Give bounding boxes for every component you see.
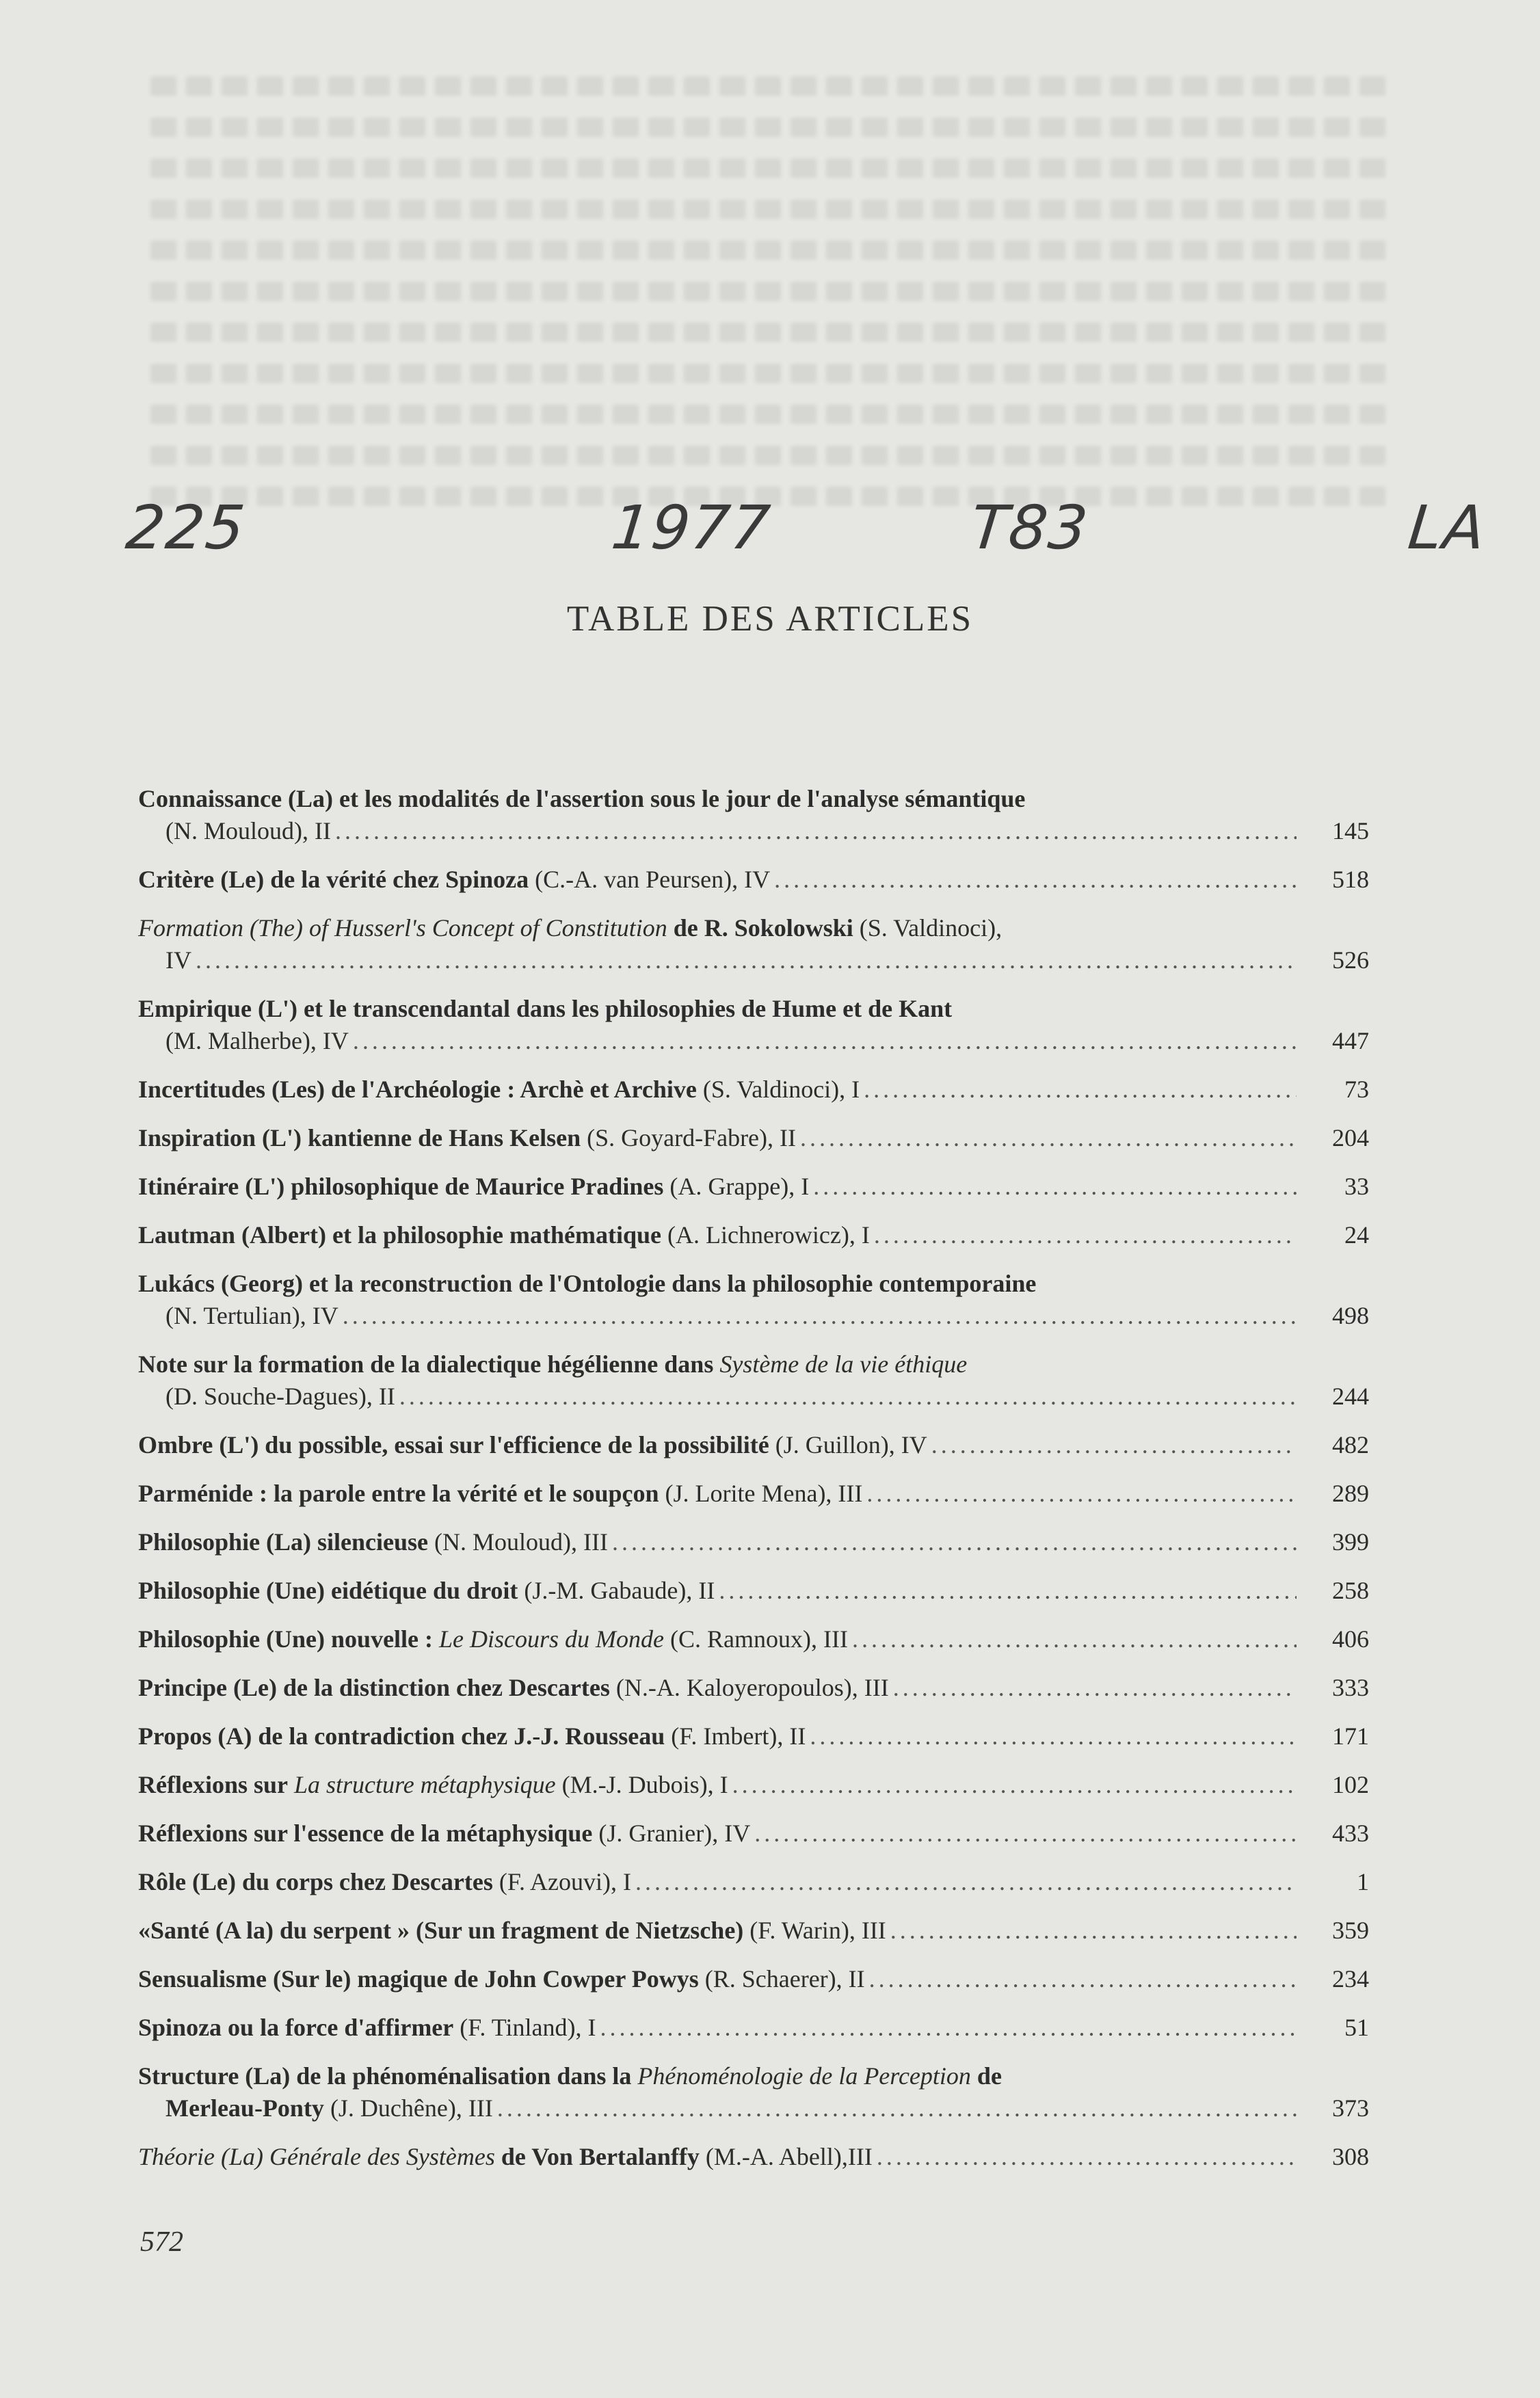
bleed-through-text	[150, 55, 1388, 670]
dot-leader	[196, 944, 1297, 976]
toc-entry	[138, 912, 1369, 976]
dot-leader	[399, 1381, 1297, 1413]
entry-author: (J. Granier), IV	[592, 1820, 751, 1847]
dot-leader	[869, 1963, 1297, 1995]
entry-author: (J.-M. Gabaude), II	[518, 1577, 715, 1604]
entry-page-number: 258	[1332, 1577, 1369, 1604]
entry-page-number: 33	[1344, 1173, 1369, 1200]
toc-entry	[138, 1623, 1369, 1655]
entry-page-number: 482	[1332, 1431, 1369, 1458]
dot-leader	[866, 1478, 1297, 1510]
entry-author: (J. Duchêne), III	[323, 2094, 493, 2122]
entry-title: Empirique (L') et le transcendantal dans les philosophies de Hume et de Kant	[138, 995, 953, 1022]
entry-page-number: 204	[1332, 1124, 1369, 1151]
table-of-articles	[138, 783, 1369, 2189]
entry-title: Propos (A) de la contradiction chez J.-J. Rousseau	[138, 1722, 665, 1750]
entry-author: (S. Valdinoci),	[853, 914, 1003, 942]
toc-entry	[138, 2012, 1369, 2044]
entry-page-number: 406	[1332, 1625, 1369, 1653]
entry-title: Lautman (Albert) et la philosophie mathématique	[138, 1221, 661, 1249]
entry-author: (A. Lichnerowicz), I	[661, 1221, 870, 1249]
dot-leader	[800, 1122, 1297, 1154]
entry-author: (F. Imbert), II	[665, 1722, 806, 1750]
toc-entry	[138, 1348, 1369, 1413]
entry-title: Spinoza ou la force d'affirmer	[138, 2014, 454, 2041]
toc-entry	[138, 1672, 1369, 1704]
entry-italic-title: Le Discours du Monde	[433, 1625, 664, 1653]
dot-leader	[335, 815, 1297, 847]
toc-entry	[138, 1915, 1369, 1947]
entry-page-number: 24	[1344, 1221, 1369, 1249]
toc-entry	[138, 1720, 1369, 1753]
dot-leader	[890, 1915, 1297, 1947]
entry-title: Connaissance (La) et les modalités de l'assertion sous le jour de l'analyse sémantique	[138, 785, 1026, 812]
entry-page-number: 447	[1332, 1027, 1369, 1054]
entry-title: Ombre (L') du possible, essai sur l'efficience de la possibilité	[138, 1431, 769, 1458]
entry-title: Philosophie (La) silencieuse	[138, 1528, 429, 1556]
entry-title-cont: Merleau-Ponty	[165, 2094, 324, 2122]
toc-entry	[138, 2060, 1369, 2124]
toc-entry	[138, 1575, 1369, 1607]
dot-leader	[931, 1429, 1297, 1461]
dot-leader	[600, 2012, 1297, 2044]
dot-leader	[852, 1623, 1297, 1655]
dot-leader	[774, 864, 1297, 896]
entry-italic-title: Système de la vie éthique	[713, 1350, 968, 1378]
entry-page-number: 234	[1332, 1965, 1369, 1993]
dot-leader	[719, 1575, 1297, 1607]
entry-title: Principe (Le) de la distinction chez Descartes	[138, 1674, 610, 1701]
entry-author: (C. Ramnoux), III	[664, 1625, 848, 1653]
entry-author: (F. Warin), III	[743, 1917, 886, 1944]
entry-author: (C.-A. van Peursen), IV	[529, 866, 771, 893]
toc-entry	[138, 864, 1369, 896]
dot-leader	[497, 2092, 1297, 2124]
toc-entry	[138, 1963, 1369, 1995]
entry-title: Itinéraire (L') philosophique de Maurice Pradines	[138, 1173, 664, 1200]
entry-title: Incertitudes (Les) de l'Archéologie : Archè et Archive	[138, 1076, 697, 1103]
entry-page-number: 289	[1332, 1480, 1369, 1507]
entry-page-number: 51	[1344, 2014, 1369, 2041]
dot-leader	[754, 1817, 1297, 1850]
entry-title-cont: de Von Bertalanffy	[494, 2143, 700, 2170]
entry-title: Note sur la formation de la dialectique hégélienne dans	[138, 1350, 714, 1378]
entry-italic-title: La structure métaphysique	[288, 1771, 556, 1798]
toc-entry	[138, 1817, 1369, 1850]
entry-author: (J. Lorite Mena), III	[659, 1480, 863, 1507]
entry-author: (J. Guillon), IV	[769, 1431, 927, 1458]
entry-title: Réflexions sur	[138, 1771, 288, 1798]
entry-author: (D. Souche-Dagues), II	[165, 1383, 395, 1410]
dot-leader	[635, 1866, 1297, 1898]
handwritten-note-1: 225	[122, 492, 250, 563]
entry-author: (N. Mouloud), II	[165, 817, 331, 844]
entry-title: Inspiration (L') kantienne de Hans Kelsen	[138, 1124, 581, 1151]
entry-page-number: 518	[1332, 866, 1369, 893]
entry-author: (F. Tinland), I	[453, 2014, 596, 2041]
entry-page-number: 308	[1332, 2143, 1369, 2170]
entry-page-number: 73	[1344, 1076, 1369, 1103]
entry-page-number: 498	[1332, 1302, 1369, 1329]
toc-entry	[138, 1769, 1369, 1801]
entry-title: Sensualisme (Sur le) magique de John Cowper Powys	[138, 1965, 699, 1993]
entry-title: Lukács (Georg) et la reconstruction de l'Ontologie dans la philosophie contemporaine	[138, 1270, 1037, 1297]
entry-title: Parménide : la parole entre la vérité et le soupçon	[138, 1480, 659, 1507]
entry-author: (N. Mouloud), III	[428, 1528, 608, 1556]
entry-page-number: 145	[1332, 817, 1369, 844]
handwritten-note-2: 1977	[608, 492, 775, 563]
toc-entry	[138, 1219, 1369, 1251]
toc-entry	[138, 1526, 1369, 1558]
entry-author: (M. Malherbe), IV	[165, 1027, 349, 1054]
entry-author: (S. Goyard-Fabre), II	[581, 1124, 797, 1151]
entry-page-number: 526	[1332, 946, 1369, 974]
entry-italic-title: Phénoménologie de la Perception	[631, 2062, 971, 2090]
entry-page-number: 244	[1332, 1383, 1369, 1410]
toc-entry	[138, 1478, 1369, 1510]
entry-italic-title: Formation (The) of Husserl's Concept of Constitution	[138, 914, 667, 942]
handwritten-note-3: T83	[967, 492, 1093, 563]
page-title: TABLE DES ARTICLES	[566, 599, 974, 639]
page-number: 572	[140, 2226, 183, 2258]
dot-leader	[612, 1526, 1297, 1558]
dot-leader	[810, 1720, 1297, 1753]
toc-entry	[138, 1122, 1369, 1154]
entry-title-cont: de	[970, 2062, 1002, 2090]
dot-leader	[874, 1219, 1297, 1251]
dot-leader	[353, 1025, 1297, 1057]
entry-page-number: 399	[1332, 1528, 1369, 1556]
toc-entry	[138, 1074, 1369, 1106]
entry-page-number: 373	[1332, 2094, 1369, 2122]
entry-page-number: 333	[1332, 1674, 1369, 1701]
entry-author: (N. Tertulian), IV	[165, 1302, 338, 1329]
dot-leader	[732, 1769, 1297, 1801]
entry-author: (M.-A. Abell),III	[699, 2143, 873, 2170]
toc-entry	[138, 1268, 1369, 1332]
dot-leader	[813, 1171, 1297, 1203]
toc-entry	[138, 1866, 1369, 1898]
entry-title: «Santé (A la) du serpent » (Sur un fragment de Nietzsche)	[138, 1917, 744, 1944]
dot-leader	[893, 1672, 1297, 1704]
entry-author: (A. Grappe), I	[663, 1173, 810, 1200]
dot-leader	[877, 2141, 1297, 2173]
entry-title: Rôle (Le) du corps chez Descartes	[138, 1868, 493, 1895]
entry-title: Critère (Le) de la vérité chez Spinoza	[138, 866, 529, 893]
entry-author: IV	[165, 946, 191, 974]
entry-title: Philosophie (Une) eidétique du droit	[138, 1577, 518, 1604]
entry-author: (R. Schaerer), II	[698, 1965, 865, 1993]
toc-entry	[138, 783, 1369, 847]
entry-page-number: 102	[1332, 1771, 1369, 1798]
entry-page-number: 1	[1357, 1868, 1369, 1895]
entry-page-number: 359	[1332, 1917, 1369, 1944]
entry-author: (N.-A. Kaloyeropoulos), III	[609, 1674, 889, 1701]
entry-author: (S. Valdinoci), I	[696, 1076, 860, 1103]
toc-entry	[138, 1171, 1369, 1203]
entry-page-number: 171	[1332, 1722, 1369, 1750]
entry-page-number: 433	[1332, 1820, 1369, 1847]
handwritten-note-4: LA	[1405, 492, 1490, 563]
entry-title: Réflexions sur l'essence de la métaphysique	[138, 1820, 593, 1847]
entry-author: (F. Azouvi), I	[492, 1868, 631, 1895]
toc-entry	[138, 2141, 1369, 2173]
entry-title: Philosophie (Une) nouvelle :	[138, 1625, 434, 1653]
entry-author: (M.-J. Dubois), I	[555, 1771, 728, 1798]
entry-title-cont: de R. Sokolowski	[667, 914, 853, 942]
toc-entry	[138, 993, 1369, 1057]
toc-entry	[138, 1429, 1369, 1461]
entry-italic-title: Théorie (La) Générale des Systèmes	[138, 2143, 495, 2170]
entry-title: Structure (La) de la phénoménalisation dans la	[138, 2062, 632, 2090]
dot-leader	[864, 1074, 1297, 1106]
dot-leader	[343, 1300, 1297, 1332]
